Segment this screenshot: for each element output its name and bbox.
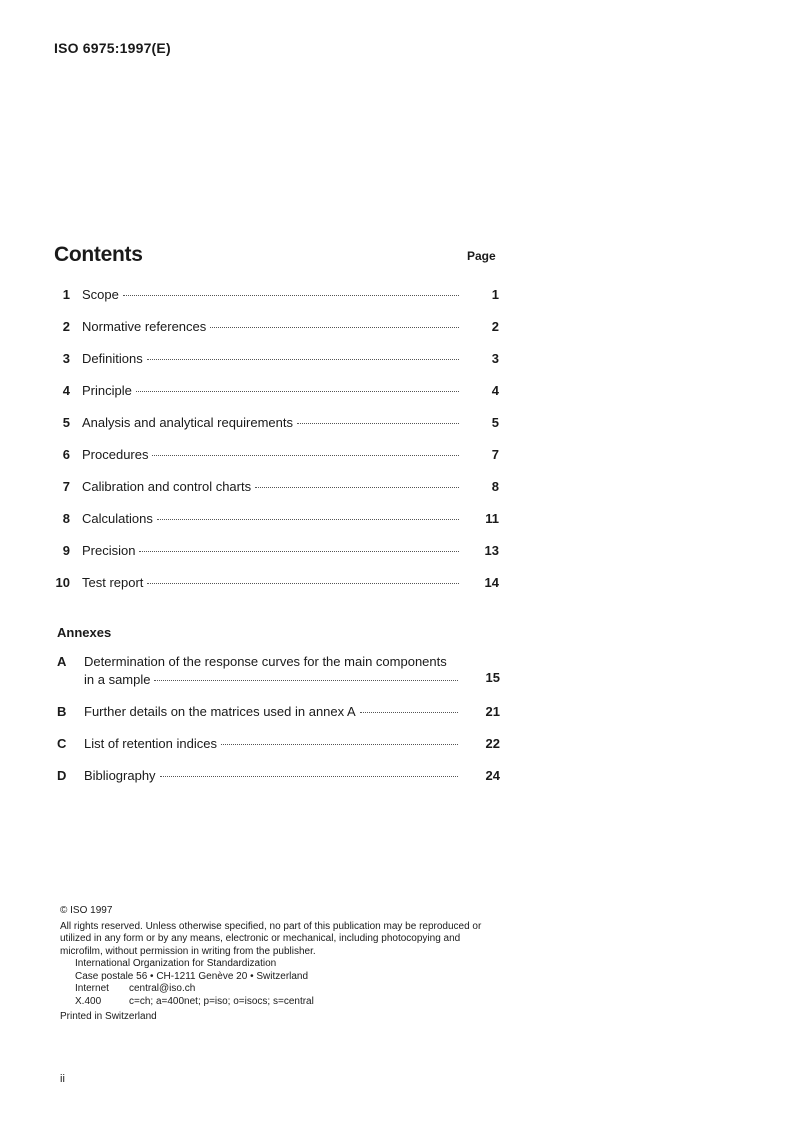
- toc-label: Test report: [82, 575, 144, 590]
- standard-id: ISO 6975:1997(E): [54, 40, 171, 56]
- dot-leader: [147, 359, 459, 360]
- toc-number: 4: [62, 383, 70, 398]
- annex-letter: D: [57, 768, 67, 783]
- contents-title: Contents: [54, 243, 143, 266]
- toc-entry-calculations[interactable]: [54, 511, 499, 531]
- annex-page-number: 21: [485, 704, 500, 719]
- toc-page-number: 13: [484, 543, 499, 558]
- org-address: Case postale 56 • CH-1211 Genève 20 • Switzerland: [75, 970, 309, 982]
- dot-leader: [360, 712, 458, 713]
- annex-page-number: 24: [485, 768, 500, 783]
- org-name: International Organization for Standardization: [75, 958, 277, 969]
- toc-label: Normative references: [82, 319, 207, 334]
- toc-number: 2: [62, 319, 70, 334]
- dot-leader: [297, 423, 459, 424]
- toc-entry-principle[interactable]: [54, 383, 499, 403]
- x400-row: [75, 996, 500, 1009]
- internet-label: Internet: [75, 983, 109, 994]
- toc-label: Calculations: [82, 511, 153, 526]
- dot-leader: [221, 744, 458, 745]
- dot-leader: [160, 776, 458, 777]
- dot-leader: [152, 455, 459, 456]
- toc-page-number: 4: [491, 383, 499, 398]
- toc-entry-scope[interactable]: [54, 287, 499, 307]
- dot-leader: [136, 391, 459, 392]
- dot-leader: [147, 583, 459, 584]
- toc-entry-normative-references[interactable]: [54, 319, 499, 339]
- copyright-footer: [60, 905, 500, 1024]
- toc-page-number: 2: [491, 319, 499, 334]
- annex-label: List of retention indices: [84, 736, 217, 751]
- toc-entry-definitions[interactable]: [54, 351, 499, 371]
- toc-number: 6: [62, 447, 70, 462]
- toc-label: Definitions: [82, 351, 143, 366]
- annex-letter: C: [57, 736, 67, 751]
- internet-value[interactable]: central@iso.ch: [129, 983, 196, 994]
- toc-page-number: 14: [484, 575, 499, 590]
- annex-entry-d[interactable]: [57, 768, 500, 788]
- dot-leader: [154, 680, 458, 681]
- annex-entry-a[interactable]: [57, 654, 500, 690]
- annex-label: Bibliography: [84, 768, 156, 783]
- toc-label: Precision: [82, 543, 136, 558]
- annex-label: in a sample: [84, 672, 151, 687]
- toc-number: 10: [55, 575, 70, 590]
- annex-page-number: 22: [485, 736, 500, 751]
- page-number: ii: [60, 1073, 65, 1085]
- toc-number: 1: [62, 287, 70, 302]
- toc-number: 5: [62, 415, 70, 430]
- toc-page-number: 5: [491, 415, 499, 430]
- annex-letter: A: [57, 654, 67, 669]
- annex-label-line1: Determination of the response curves for the main components: [84, 654, 447, 669]
- printed-location: Printed in Switzerland: [60, 1011, 157, 1022]
- toc-page-number: 11: [485, 511, 499, 526]
- toc-page-number: 3: [491, 351, 499, 366]
- annexes-heading: Annexes: [57, 625, 112, 640]
- toc-label: Scope: [82, 287, 119, 302]
- dot-leader: [123, 295, 459, 296]
- rights-statement: All rights reserved. Unless otherwise specified, no part of this publication may be reproduced or utilized in any form or by any means, electronic or mechanical, including photocopying and microfilm, without permission in writing from the publisher.: [60, 920, 482, 957]
- dot-leader: [210, 327, 459, 328]
- toc-entry-calibration[interactable]: [54, 479, 499, 499]
- dot-leader: [255, 487, 459, 488]
- annex-label: Further details on the matrices used in annex A: [84, 704, 356, 719]
- toc-number: 9: [62, 543, 70, 558]
- page-column-heading: Page: [467, 249, 496, 263]
- toc-label: Calibration and control charts: [82, 479, 252, 494]
- toc-page-number: 8: [491, 479, 499, 494]
- toc-number: 7: [62, 479, 70, 494]
- dot-leader: [139, 551, 459, 552]
- annex-letter: B: [57, 704, 67, 719]
- toc-entry-analysis[interactable]: [54, 415, 499, 435]
- copyright-notice: © ISO 1997: [60, 905, 113, 916]
- toc-entry-precision[interactable]: [54, 543, 499, 563]
- dot-leader: [157, 519, 459, 520]
- x400-value: c=ch; a=400net; p=iso; o=isocs; s=central: [129, 995, 314, 1007]
- toc-label: Principle: [82, 383, 132, 398]
- toc-page-number: 7: [491, 447, 499, 462]
- annex-entry-c[interactable]: [57, 736, 500, 756]
- annex-entry-b[interactable]: [57, 704, 500, 724]
- toc-number: 3: [62, 351, 70, 366]
- toc-number: 8: [62, 511, 70, 526]
- x400-label: X.400: [75, 995, 102, 1007]
- toc-page-number: 1: [491, 287, 499, 302]
- annex-page-number: 15: [485, 670, 500, 685]
- toc-label: Procedures: [82, 447, 149, 462]
- toc-label: Analysis and analytical requirements: [82, 415, 293, 430]
- toc-entry-procedures[interactable]: [54, 447, 499, 467]
- internet-row: [75, 983, 500, 996]
- toc-entry-test-report[interactable]: [54, 575, 499, 595]
